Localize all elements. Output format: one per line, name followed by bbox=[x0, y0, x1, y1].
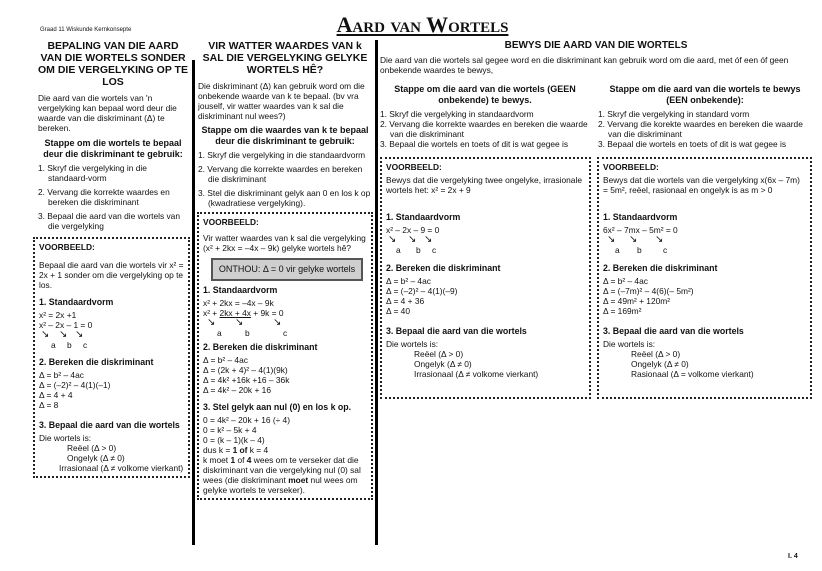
root-property: Irrasionaal (Δ ≠ volkome vierkant) bbox=[414, 369, 539, 379]
coefficient-arrows bbox=[39, 330, 184, 350]
example-question: Bepaal die aard van die wortels vir x² = 2x + 1 sonder om die vergelyking op te los. bbox=[39, 260, 184, 290]
text-part: wees om te verseker dat die diskriminant van die vergelyking nul (0) sal wees (die diskriminant bbox=[203, 455, 361, 485]
root-property: Reëel (Δ > 0) bbox=[67, 443, 117, 453]
section-heading: VIR WATTER WAARDES VAN k SAL DIE VERGELYKING GELYKE WORTELS HÊ? bbox=[202, 40, 368, 76]
column-prove-nature bbox=[380, 40, 812, 79]
column-divider bbox=[375, 40, 378, 545]
coef-label: a bbox=[217, 328, 222, 338]
text-part: dus k = bbox=[203, 445, 233, 455]
coef-label: b bbox=[245, 328, 250, 338]
step-item: 1. Skryf die vergelyking in standaardvorm bbox=[380, 109, 534, 119]
arrow-icon: ↘ bbox=[75, 329, 84, 340]
equation-line: Δ = 4 + 36 bbox=[386, 296, 425, 306]
column-intro bbox=[33, 40, 190, 231]
arrow-icon: ↘ bbox=[207, 317, 216, 328]
coef-label: a bbox=[396, 245, 401, 255]
intro-text: Die aard van die wortels sal gegee word en die diskriminant kan gebruik word om die aard, met óf een óf geen onbekende waardes te bewys, bbox=[380, 55, 789, 75]
arrow-icon: ↘ bbox=[59, 329, 68, 340]
step-heading: 3. Bepaal die aard van die wortels bbox=[603, 326, 744, 336]
example-label: VOORBEELD: bbox=[39, 242, 95, 252]
equation-line: Δ = (2k + 4)² – 4(1)(9k) bbox=[203, 365, 288, 375]
step-item: 1. Skryf die vergelyking in die standaardvorm bbox=[198, 150, 366, 160]
coef-label: a bbox=[615, 245, 620, 255]
arrow-icon: ↘ bbox=[41, 329, 50, 340]
page-title: Aard van Wortels bbox=[336, 12, 509, 37]
steps-no-unknown bbox=[380, 84, 590, 149]
arrow-icon: ↘ bbox=[424, 234, 433, 245]
roots-intro: Die wortels is: bbox=[386, 339, 439, 349]
arrow-icon: ↘ bbox=[629, 234, 638, 245]
step-item: 3. Stel die diskriminant gelyk aan 0 en los k op (kwadratiese vergelyking). bbox=[198, 188, 371, 208]
equation-line: x² – 2x – 1 = 0 bbox=[39, 320, 93, 330]
equation-line: 0 = (k – 1)(k – 4) bbox=[203, 435, 265, 445]
step-heading: 2. Bereken die diskriminant bbox=[39, 357, 154, 367]
column-nature-without-solving bbox=[33, 40, 190, 478]
solution-line bbox=[203, 445, 367, 455]
example-label: VOORBEELD: bbox=[203, 217, 259, 227]
step-item: 2. Vervang die korekte waardes en bereken die waarde van die diskriminant bbox=[598, 119, 803, 139]
equation-line: 6x² – 7mx – 5m² = 0 bbox=[603, 225, 678, 235]
equation-line: Δ = 169m² bbox=[603, 306, 642, 316]
step-heading: 1. Standaardvorm bbox=[203, 285, 278, 295]
steps-list bbox=[198, 150, 372, 208]
steps-list bbox=[598, 109, 812, 149]
root-property: Ongelyk (Δ ≠ 0) bbox=[414, 359, 472, 369]
text-bold: 1 bbox=[232, 445, 238, 455]
equation-line: Δ = 4 + 4 bbox=[39, 390, 73, 400]
coefficient-arrows bbox=[203, 318, 367, 338]
example-question: Bewys dat die wortels van die vergelyking x(6x – 7m) = 5m², reëel, rasionaal en ongelyk is as m > 0 bbox=[603, 175, 800, 195]
text-bold: 4 bbox=[246, 455, 252, 465]
step-item: 3. Bepaal die wortels en toets of dit is wat gegee is bbox=[380, 139, 569, 149]
root-property: Ongelyk (Δ ≠ 0) bbox=[67, 453, 125, 463]
column-intro bbox=[197, 40, 373, 208]
equation-line: Δ = b² – 4ac bbox=[39, 370, 84, 380]
remember-callout: ONTHOU: Δ = 0 vir gelyke wortels bbox=[211, 258, 363, 281]
arrow-icon: ↘ bbox=[388, 234, 397, 245]
arrow-icon: ↘ bbox=[607, 234, 616, 245]
equation-line: Δ = 8 bbox=[39, 400, 59, 410]
example-question: Vir watter waardes van k sal die vergelyking (x² + 2kx = –4x – 9k) gelyke wortels hê? bbox=[203, 233, 366, 253]
step-heading: 2. Bereken die diskriminant bbox=[603, 263, 718, 273]
step-heading: 1. Standaardvorm bbox=[603, 212, 678, 222]
step-item: 3. Bepaal die aard van die wortels van die vergelyking bbox=[38, 211, 180, 231]
steps-heading: Stappe om die aard van die wortels te bewys (EEN onbekende): bbox=[609, 84, 801, 105]
conclusion-text bbox=[203, 455, 367, 495]
steps-list bbox=[38, 163, 188, 231]
text-part: k = 4 bbox=[249, 445, 269, 455]
step-item: 2. Vervang die korrekte waardes en bereken die waarde van die diskriminant bbox=[380, 119, 588, 139]
step-heading: 2. Bereken die diskriminant bbox=[203, 342, 318, 352]
roots-intro: Die wortels is: bbox=[39, 433, 92, 443]
equation-line: 0 = k² – 5k + 4 bbox=[203, 425, 257, 435]
text-bold: moet bbox=[288, 475, 309, 485]
step-heading: 1. Standaardvorm bbox=[39, 297, 114, 307]
arrow-icon: ↘ bbox=[408, 234, 417, 245]
coef-label: b bbox=[416, 245, 421, 255]
intro-text: Die aard van die wortels van 'n vergelyking kan bepaal word deur die waarde van die diskriminant (Δ) te bereken. bbox=[38, 93, 177, 133]
equation-line: Δ = 49m² + 120m² bbox=[603, 296, 671, 306]
coef-label: c bbox=[283, 328, 288, 338]
step-heading: 3. Bepaal die aard van die wortels bbox=[39, 420, 180, 430]
step-item: 2. Vervang die korrekte waardes en bereken die diskriminant bbox=[38, 187, 170, 207]
example-box bbox=[597, 157, 812, 399]
equation-line: 0 = 4k² – 20k + 16 (÷ 4) bbox=[203, 415, 290, 425]
equation-line: Δ = (–7m)² – 4(6)(– 5m²) bbox=[603, 286, 694, 296]
example-box bbox=[380, 157, 591, 399]
steps-one-unknown bbox=[598, 84, 812, 149]
root-property: Reëel (Δ > 0) bbox=[414, 349, 464, 359]
subject-header: Graad 11 Wiskunde Kernkonsepte bbox=[40, 27, 132, 33]
equation-line: Δ = (–2)² – 4(1)(–1) bbox=[39, 380, 111, 390]
step-heading: 3. Bepaal die aard van die wortels bbox=[386, 326, 527, 336]
step-item: 3. Bepaal die wortels en toets of dit is wat gegee is bbox=[598, 139, 787, 149]
equation-line: x² = 2x +1 bbox=[39, 310, 77, 320]
equation-line: Δ = b² – 4ac bbox=[386, 276, 431, 286]
equation-line: Δ = b² – 4ac bbox=[203, 355, 248, 365]
equation-line bbox=[203, 308, 367, 318]
arrow-icon: ↘ bbox=[273, 317, 282, 328]
steps-heading: Stappe om die waardes van k te bepaal deur die diskriminant te gebruik: bbox=[201, 125, 369, 146]
root-property: Rasionaal (Δ = volkome vierkant) bbox=[631, 369, 754, 379]
text-part: k moet bbox=[203, 455, 231, 465]
example-question: Bewys dat die vergelyking twee ongelyke, irrasionale wortels het: x² = 2x + 9 bbox=[386, 175, 582, 195]
coefficient-arrows bbox=[386, 235, 585, 255]
coefficient-arrows bbox=[603, 235, 806, 255]
coef-label: c bbox=[83, 340, 88, 350]
section-heading: BEPALING VAN DIE AARD VAN DIE WORTELS SONDER OM DIE VERGELYKING OP TE LOS bbox=[38, 40, 188, 88]
equation-line: x² + 2kx = –4x – 9k bbox=[203, 298, 274, 308]
example-label: VOORBEELD: bbox=[386, 162, 442, 172]
equation-line: Δ = (–2)² – 4(1)(–9) bbox=[386, 286, 458, 296]
step-item: 1. Skryf die vergelyking in standard vorm bbox=[598, 109, 750, 119]
steps-heading: Stappe om die wortels te bepaal deur die diskriminant te gebruik: bbox=[43, 138, 183, 159]
root-property: Reëel (Δ > 0) bbox=[631, 349, 681, 359]
arrow-icon: ↘ bbox=[235, 317, 244, 328]
step-item: 1. Skryf die vergelyking in die standaard-vorm bbox=[38, 163, 147, 183]
text-part: of bbox=[235, 455, 247, 465]
coef-label: c bbox=[663, 245, 668, 255]
arrow-icon: ↘ bbox=[655, 234, 664, 245]
steps-heading: Stappe om die aard van die wortels (GEEN onbekende) te bewys. bbox=[394, 84, 576, 105]
equation-line: Δ = 40 bbox=[386, 306, 410, 316]
example-box bbox=[33, 237, 190, 478]
intro-text: Die diskriminant (Δ) kan gebruik word om die onbekende waarde van k te bepaal. (bv vra jouself, vir watter waardes van k sal die diskriminant nul wees?) bbox=[198, 81, 365, 121]
equation-line: Δ = 4k² +16k +16 – 36k bbox=[203, 375, 290, 385]
step-item: 2. Vervang die korrekte waardes en bereken die diskriminant bbox=[198, 164, 363, 184]
equation-line: Δ = b² – 4ac bbox=[603, 276, 648, 286]
equation-line: Δ = 4k² – 20k + 16 bbox=[203, 385, 271, 395]
example-box bbox=[197, 212, 373, 500]
coef-label: b bbox=[67, 340, 72, 350]
root-property: Irrasionaal (Δ ≠ volkome vierkant) bbox=[59, 463, 184, 473]
text-bold: 1 bbox=[230, 455, 236, 465]
coef-label: c bbox=[432, 245, 437, 255]
example-label: VOORBEELD: bbox=[603, 162, 659, 172]
section-heading: BEWYS DIE AARD VAN DIE WORTELS bbox=[504, 40, 688, 51]
eq-part: + 9k = 0 bbox=[250, 308, 284, 318]
steps-list bbox=[380, 109, 590, 149]
eq-underlined: 2kx + 4x bbox=[219, 308, 251, 318]
equation-line: x² – 2x – 9 = 0 bbox=[386, 225, 440, 235]
root-property: Ongelyk (Δ ≠ 0) bbox=[631, 359, 689, 369]
coef-label: a bbox=[51, 340, 56, 350]
step-heading: 1. Standaardvorm bbox=[386, 212, 461, 222]
column-divider bbox=[192, 60, 195, 545]
step-heading: 3. Stel gelyk aan nul (0) en los k op. bbox=[203, 402, 352, 412]
text-bold: of bbox=[237, 445, 250, 455]
roots-intro: Die wortels is: bbox=[603, 339, 656, 349]
page-number: I. 4 bbox=[788, 553, 798, 560]
eq-part: x² + bbox=[203, 308, 220, 318]
text-part: nul wees om gelyke wortels te verseker). bbox=[203, 475, 358, 495]
step-heading: 2. Bereken die diskriminant bbox=[386, 263, 501, 273]
column-equal-roots bbox=[197, 40, 373, 500]
coef-label: b bbox=[637, 245, 642, 255]
